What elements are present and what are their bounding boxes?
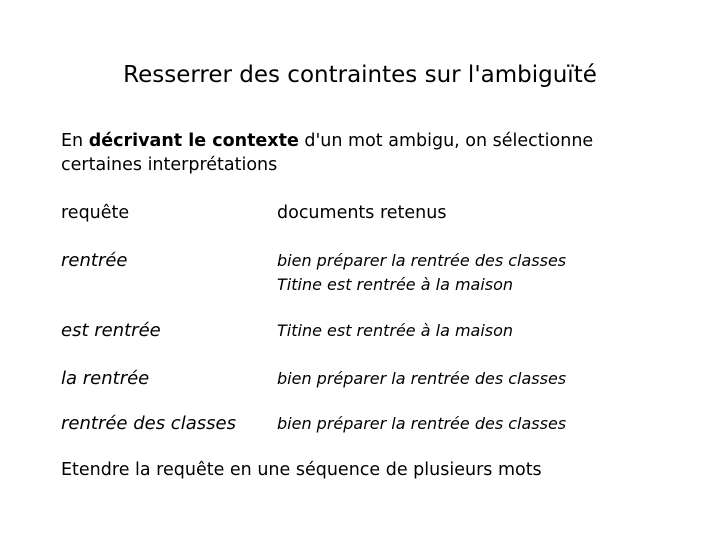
slide-title: Resserrer des contraintes sur l'ambiguïté	[123, 62, 597, 88]
document-item: Titine est rentrée à la maison	[277, 275, 514, 294]
intro-emphasis: décrivant le contexte	[88, 131, 299, 151]
header-query: requête	[61, 203, 130, 223]
row-query: rentrée	[61, 250, 128, 271]
intro-prefix: En	[61, 131, 89, 151]
header-documents: documents retenus	[277, 203, 447, 223]
row-documents	[277, 367, 566, 391]
footer-text: Etendre la requête en une séquence de plusieurs mots	[61, 460, 542, 480]
document-item: Titine est rentrée à la maison	[277, 321, 514, 340]
row-documents	[277, 319, 513, 343]
document-item: bien préparer la rentrée des classes	[277, 251, 567, 270]
intro-suffix: d'un mot ambigu, on sélectionne certaines interprétations	[61, 131, 594, 175]
document-item: bien préparer la rentrée des classes	[277, 414, 567, 433]
document-item: bien préparer la rentrée des classes	[277, 369, 567, 388]
row-query: la rentrée	[61, 368, 150, 389]
row-query: est rentrée	[61, 320, 161, 341]
row-documents	[277, 412, 566, 436]
row-documents	[277, 249, 566, 297]
intro-paragraph	[61, 129, 661, 177]
row-query: rentrée des classes	[61, 413, 236, 434]
